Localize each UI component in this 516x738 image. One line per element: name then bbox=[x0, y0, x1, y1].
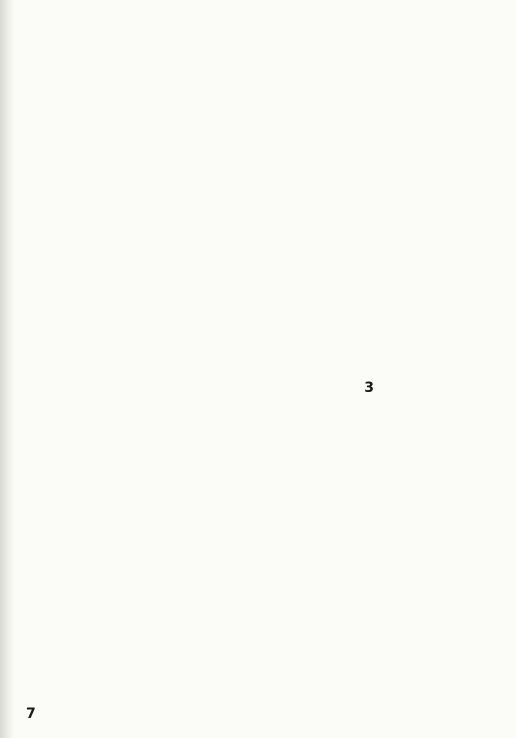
section-number: 3 bbox=[364, 380, 374, 396]
top-text-block bbox=[54, 14, 494, 344]
bottom-text-block bbox=[54, 372, 494, 702]
page-number: 7 bbox=[26, 706, 36, 722]
gutter-shadow bbox=[0, 0, 14, 738]
